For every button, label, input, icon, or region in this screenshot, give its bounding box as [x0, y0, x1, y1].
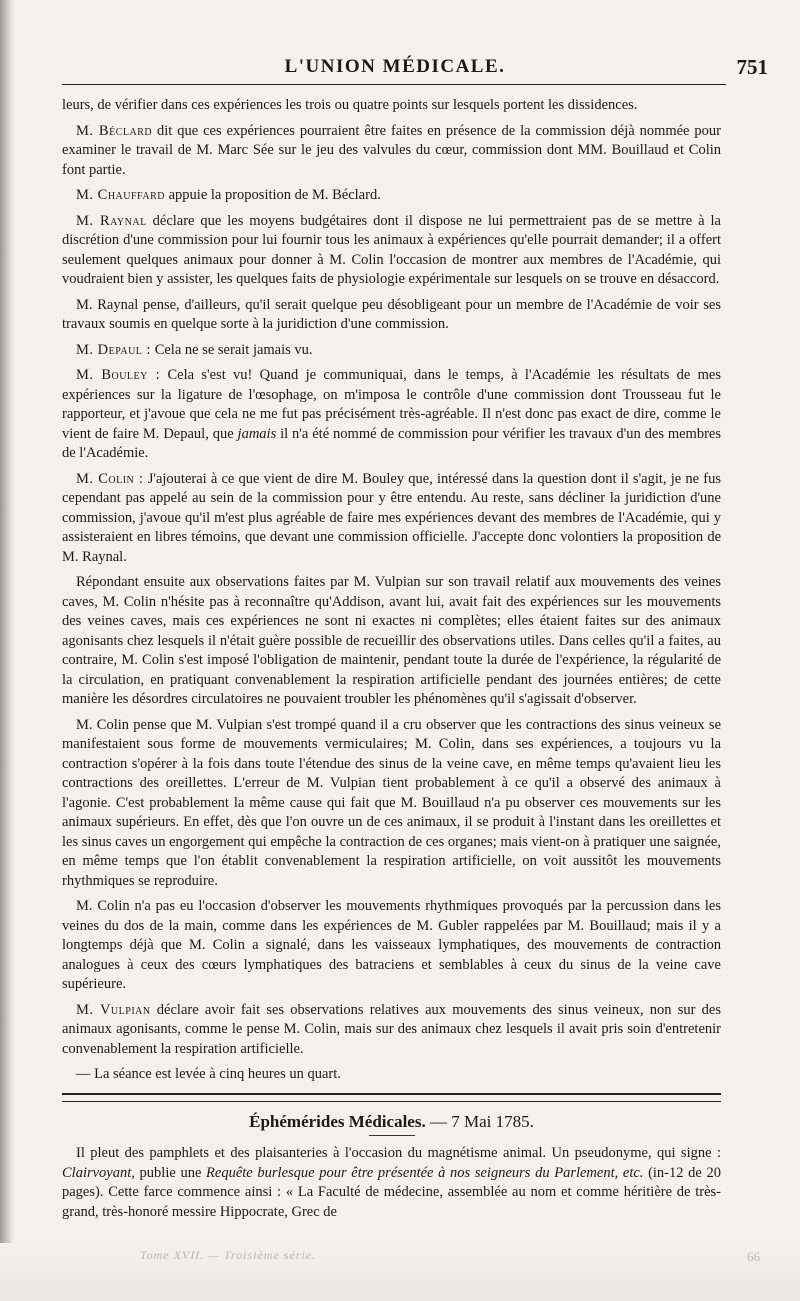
paragraph-text: Il pleut des pamphlets et des plaisanteries à l'occasion du magnétisme animal. Un pseudonyme, qui signe : — [76, 1145, 721, 1161]
binding-shadow — [0, 0, 14, 1301]
journal-title: L'UNION MÉDICALE. — [284, 56, 506, 77]
section-divider — [62, 1093, 721, 1102]
paragraph — [62, 366, 721, 464]
bleed-through-page-number: 66 — [747, 1249, 760, 1264]
paragraph — [62, 897, 721, 995]
paragraph — [62, 296, 721, 335]
paragraph — [62, 1144, 721, 1222]
paragraph — [62, 573, 721, 710]
paragraph — [62, 470, 721, 568]
speaker-name: M. Raynal — [76, 212, 147, 229]
paragraph-text: appuie la proposition de M. Béclard. — [164, 187, 381, 203]
paragraph — [62, 341, 721, 361]
paragraph-text: déclare avoir fait ses observations relatives aux mouvements des sinus veineux, non sur des animaux agonisants, comme le pense M. Colin, mais sur des animaux chez lesquels il avait pris soin d'entretenir convenablement la respiration artificielle. — [62, 1001, 721, 1057]
section-heading — [62, 1112, 721, 1132]
speaker-name: M. Béclard — [76, 122, 153, 139]
paragraph — [62, 716, 721, 892]
paragraph-text: (in-12 de 20 pages). Cette farce commence ainsi : « La Faculté de médecine, assemblée au nom et comme héritière de très-grand, très-honoré messire Hippocrate, Grec de — [62, 1164, 721, 1220]
section-title: Éphémérides Médicales. — [249, 1111, 426, 1131]
section-date: — 7 Mai 1785. — [425, 1111, 534, 1131]
paragraph-text: M. Raynal pense, d'ailleurs, qu'il serait quelque peu désobligeant pour un membre de l'Académie de voir ses travaux soumis en quelque sorte à la juridiction d'une commission. — [62, 296, 721, 332]
paragraph-text: dit que ces expériences pourraient être faites en présence de la commission déjà nommée pour examiner le travail de M. Marc Sée sur le jeu des valvules du cœur, commission dont MM. Bouillaud et Colin font partie. — [62, 122, 721, 178]
speaker-name: M. Bouley : — [76, 367, 161, 383]
paragraph-text: M. Colin n'a pas eu l'occasion d'observer les mouvements rhythmiques provoqués par la percussion dans les veines du dos de la main, comme dans les expériences de M. Gubler rappelées par M. Bouillaud; mais il y a longtemps déjà que M. Colin a signalé, dans les vaisseaux lymphatiques, des mouvements de contraction analogues à ceux des cœurs lymphatiques des batraciens et semblables à ceux du sinus de la veine cave supérieure. — [62, 898, 721, 992]
paragraph-text: Cela s'est vu! Quand je communiquai, dans le temps, à l'Académie les résultats de mes expériences sur la ligature de l'œsophage, on m'imposa le contrôle d'une commission dont Trousseau fut le rapporteur, et j'avoue que cela ne me fut pas précisément très-agréable. Il n'est donc pas exact de dire, comme le vient de faire M. Depaul, que — [62, 367, 721, 442]
paragraph — [62, 186, 721, 206]
paragraph-text: , publie une — [131, 1164, 207, 1181]
paragraph-text: Répondant ensuite aux observations faites par M. Vulpian sur son travail relatif aux mouvements des veines caves, M. Colin n'hésite pas à reconnaître qu'Addison, avant lui, avait fait des expériences sur les mouvements des veines caves, mais ces expériences ne sont ni exactes ni complètes; elles étaient faites sur des animaux agonisants chez lesquels il n'était guère possible de recueillir des observations utiles. Dans celles qu'il a faites, au contraire, M. Colin s'est imposé l'obligation de maintenir, pendant toute la durée de l'expérience, la régularité de la circulation, en pratiquant convenablement la respiration artificielle pendant des journées entières; de cette manière les désordres circulatoires ne pouvaient troubler les phénomènes qu'il s'agissait d'observer. — [62, 574, 721, 707]
running-header — [60, 52, 768, 82]
paragraph-text: — La séance est levée à cinq heures un quart. — [76, 1066, 341, 1082]
paragraph — [62, 96, 721, 116]
header-rule — [62, 84, 726, 85]
article-body — [62, 96, 721, 1228]
paragraph-text: J'ajouterai à ce que vient de dire M. Bouley que, intéressé dans la question dont il s'agit, je ne fus cependant pas appelé au sein de la commission pour y être entendu. Au reste, sans décliner la juridiction d'une commission, j'avoue qu'il m'est plus agréable de faire mes expériences devant des membres de l'Académie, qui y assisteraient en libres témoins, que devant une commission officielle. J'accepte donc volontiers la proposition de M. Raynal. — [62, 470, 721, 565]
speaker-name: M. Depaul : — [76, 341, 152, 358]
paragraph-text: déclare que les moyens budgétaires dont il dispose ne lui permettraient pas de se mettre à la discrétion d'une commission pour lui fournir tous les animaux à expériences qu'elle pourrait demander; il a offert seulement quelques animaux pour donner à M. Colin l'occasion de montrer aux membres de l'Académie, qui voudraient bien y assister, les quelques faits de physiologie expérimentale sur lesquels on se trouve en désaccord. — [62, 212, 721, 287]
short-divider — [369, 1135, 415, 1136]
speaker-name: M. Colin : — [76, 470, 144, 487]
paragraph-text: M. Colin pense que M. Vulpian s'est trompé quand il a cru observer que les contractions des sinus veineux se manifestaient sous forme de mouvements vermiculaires; M. Colin, dans ses expériences, a toujours vu la contraction s'opérer à la fois dans toute l'étendue des sinus de la veine cave, en même temps qu'avaient lieu les contractions des oreillettes. L'erreur de M. Vulpian tient probablement à ce qu'il a observé des animaux à l'agonie. C'est probablement la même cause qui fait que M. Bouillaud n'a pu observer ces mouvements sur les animaux supérieurs. En effet, dès que l'on ouvre un de ces animaux, il se produit à l'instant dans les oreillettes et les sinus caves un engorgement qui empêche la contraction de ces organes; mais vient-on à pratiquer une saignée, en même temps que l'on établit convenablement la respiration artificielle, on voit aussitôt les mouvements rhythmiques se reproduire. — [62, 716, 721, 889]
emphasis-text: jamais — [237, 425, 277, 442]
speaker-name: M. Chauffard — [76, 187, 165, 203]
paragraph — [62, 1065, 721, 1085]
emphasis-text: Clairvoyant — [62, 1164, 132, 1181]
paragraph-text: Cela ne se serait jamais vu. — [151, 341, 313, 358]
paragraph — [62, 1001, 721, 1060]
page-bottom-margin — [0, 1243, 800, 1301]
speaker-name: M. Vulpian — [76, 1001, 151, 1018]
bleed-through-footer: Tome XVII. — Troisième série. — [140, 1248, 317, 1262]
page-number: 751 — [736, 55, 768, 79]
paragraph-text: leurs, de vérifier dans ces expériences les trois ou quatre points sur lesquels portent les dissidences. — [62, 97, 638, 113]
emphasis-text: Requête burlesque pour être présentée à nos seigneurs du Parlement, etc. — [206, 1164, 644, 1181]
paragraph — [62, 212, 721, 290]
paragraph-text: il n'a été nommé de commission pour vérifier les travaux d'un des membres de l'Académie. — [62, 425, 721, 461]
paragraph — [62, 122, 721, 181]
